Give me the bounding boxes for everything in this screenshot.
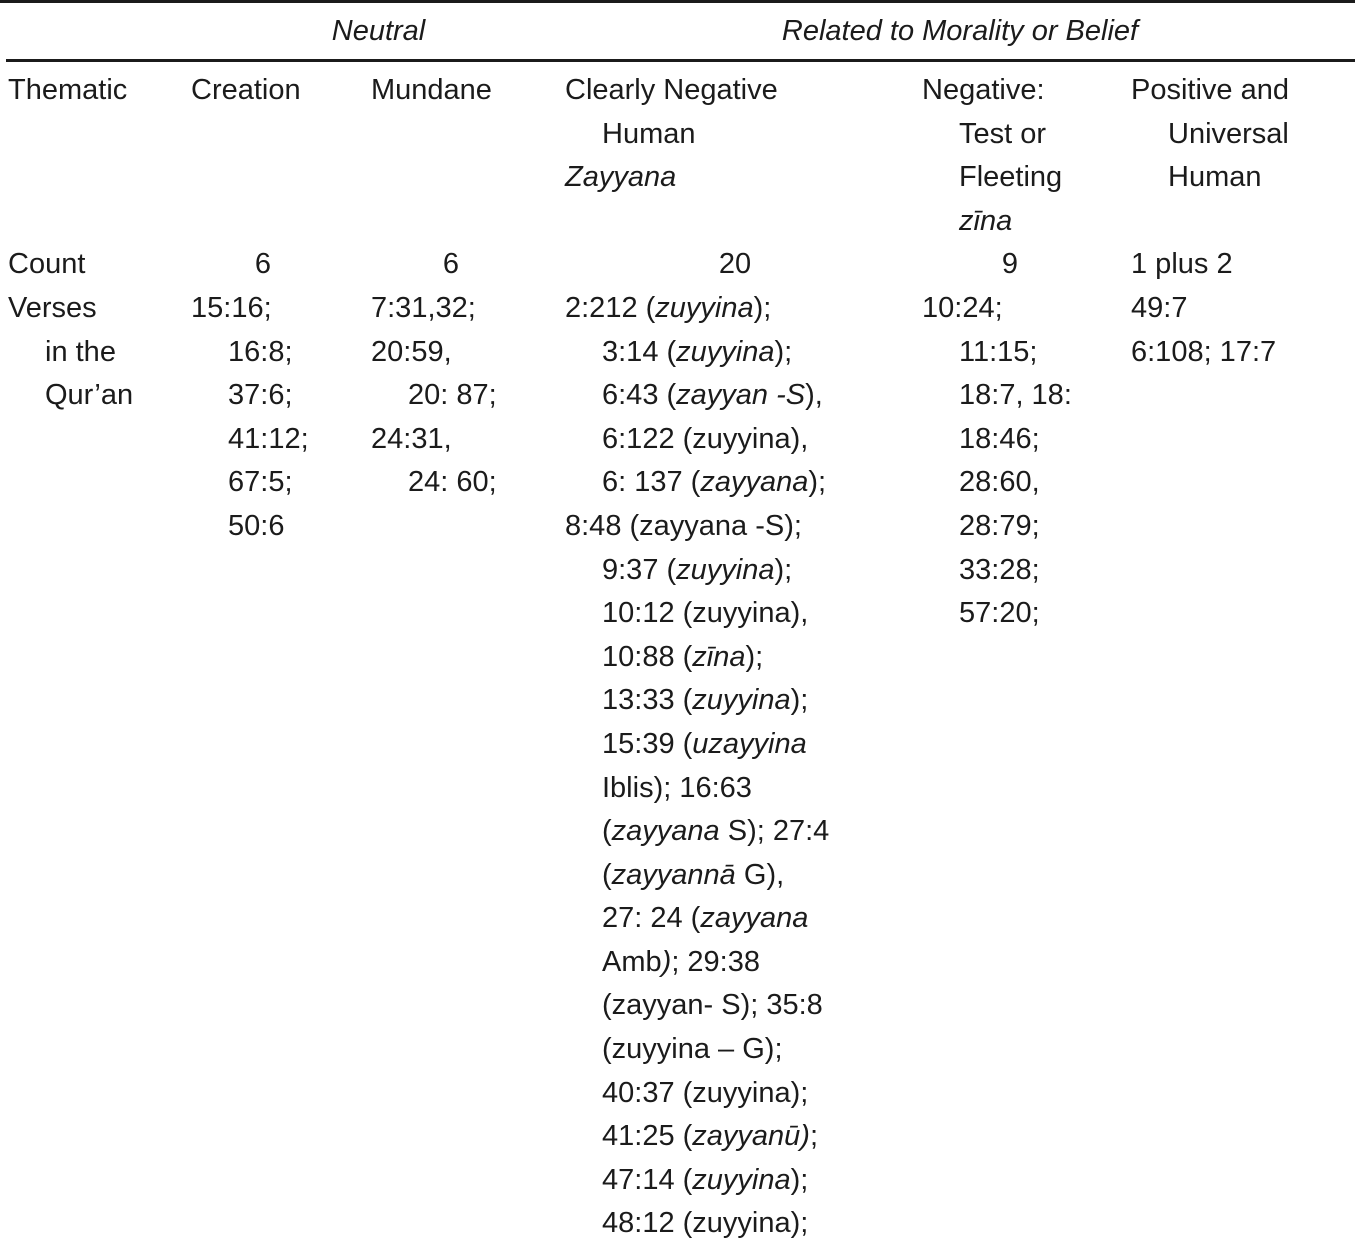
verses-cell-creation [191,287,335,549]
text-segment: 6: 137 ( [602,466,701,499]
count-cell-creation: 6 [254,248,272,281]
text-segment: Amb [602,945,662,978]
verse-line [565,549,905,593]
verse-line [922,331,1098,375]
verse-line [191,505,335,549]
text-segment: Human [602,117,696,150]
text-segment: 20: 87; [408,379,497,412]
text-segment: 15:39 ( [602,727,693,760]
count-cell-positive-universal: 1 plus 2 [1131,248,1233,281]
italic-term: Zayyana [565,161,677,194]
text-segment: ); [774,553,793,586]
text-segment: 10:12 (zuyyina), [602,597,809,630]
text-segment: G), [735,858,785,891]
count-cell-negative-test: 9 [1001,248,1019,281]
verse-line [8,374,178,418]
text-segment: (zayyan- S); 35:8 [602,989,823,1022]
text-segment: ); [790,1163,809,1196]
text-segment: Verses [8,291,97,324]
text-segment: 9:37 ( [602,553,677,586]
text-segment: ), [805,379,823,412]
header-line [371,69,531,113]
verse-line [1131,287,1355,331]
verse-line [191,287,335,331]
verse-line [565,1115,905,1159]
verse-line [565,767,905,811]
text-segment: 24:31, [371,422,452,455]
text-segment: 24: 60; [408,466,497,499]
text-segment: ; [809,1120,819,1153]
header-line [922,113,1098,157]
text-segment: Mundane [371,74,492,106]
italic-term: zīna [692,640,746,673]
text-segment: Qur’an [45,379,134,412]
verse-line [8,331,178,375]
column-negative-test [922,69,1098,636]
column-thematic [8,69,178,418]
verse-line [565,331,905,375]
count-cell-clearly-negative: 20 [718,248,752,281]
text-segment: (zuyyina – G); [602,1033,783,1066]
verse-line [565,723,905,767]
text-segment: 2:212 ( [565,291,656,324]
text-segment: 28:60, [959,466,1040,499]
text-segment: Negative: [922,74,1045,106]
text-segment: 20:59, [371,335,452,368]
italic-term: ) [661,945,672,978]
verse-line [922,374,1098,418]
header-line [565,156,905,200]
italic-term: zayyan -S [676,379,806,412]
column-mundane [371,69,531,505]
header-line [565,113,905,157]
text-segment: 49:7 [1131,291,1188,324]
verse-line [1131,331,1355,375]
header-line [565,69,905,113]
verse-line [565,679,905,723]
text-segment: in the [45,335,116,368]
text-segment: ( [602,858,612,891]
header-line [1131,113,1355,157]
italic-term: zuyyina [655,291,754,324]
text-segment: 50:6 [228,509,285,542]
header-line [191,69,335,113]
count-cell-thematic: Count [8,248,86,281]
text-segment: 8:48 (zayyana -S); [565,509,802,542]
verse-line [191,374,335,418]
column-header-negative-test [922,69,1098,243]
italic-term: zuyyina [676,553,775,586]
verse-line [565,1028,905,1072]
text-segment: ); [745,640,764,673]
text-segment: Test or [959,117,1047,150]
verses-cell-thematic [8,287,178,418]
verses-cell-positive-universal [1131,287,1355,374]
verse-line [565,374,905,418]
verse-line [565,941,905,985]
italic-term: zīna [959,204,1013,237]
header-line [1131,69,1355,113]
italic-term: zayyanū) [692,1120,810,1153]
column-header-creation [191,69,335,243]
group-header-morality: Related to Morality or Belief [781,15,1139,47]
verse-line [565,592,905,636]
table-top-rule [0,0,1355,3]
column-creation [191,69,335,549]
text-segment: 10:88 ( [602,640,693,673]
verse-line [565,1202,905,1246]
italic-term: zayyana [611,815,720,848]
italic-term: zuyyina [676,335,775,368]
verses-cell-negative-test [922,287,1098,636]
italic-term: zayyana [700,902,809,935]
text-segment: ( [602,815,612,848]
verse-line [191,331,335,375]
column-header-mundane [371,69,531,243]
verse-line [922,549,1098,593]
verse-line [922,505,1098,549]
text-segment: 16:8; [228,335,293,368]
verses-cell-mundane [371,287,531,505]
verse-line [565,1072,905,1116]
text-segment: 48:12 (zuyyina); [602,1207,809,1240]
italic-term: zuyyina [692,684,791,717]
text-segment: Iblis); 16:63 [602,771,752,804]
column-clearly-negative [565,69,905,1246]
text-segment: ); [808,466,827,499]
text-segment: S); 27:4 [719,815,830,848]
verse-line [565,287,905,331]
verse-line [922,461,1098,505]
text-segment: 15:16; [191,291,272,324]
text-segment: 18:7, 18: [959,379,1072,412]
text-segment: 47:14 ( [602,1163,693,1196]
verse-line [922,418,1098,462]
text-segment: 28:79; [959,509,1040,542]
verse-line [922,287,1098,331]
text-segment: 13:33 ( [602,684,693,717]
text-segment: ); [753,291,772,324]
verse-line [565,636,905,680]
text-segment: 3:14 ( [602,335,677,368]
header-line [922,200,1098,244]
group-header-rule [6,59,1355,62]
header-line [922,156,1098,200]
text-segment: 6:108; 17:7 [1131,335,1277,368]
column-header-clearly-negative [565,69,905,243]
text-segment: 11:15; [959,335,1038,368]
text-segment: 6:43 ( [602,379,677,412]
text-segment: 18:46; [959,422,1040,455]
italic-term: zuyyina [692,1163,791,1196]
text-segment: 57:20; [959,597,1040,630]
text-segment: 40:37 (zuyyina); [602,1076,809,1109]
verse-line [922,592,1098,636]
verse-line [565,854,905,898]
verse-line [565,418,905,462]
text-segment: 10:24; [922,291,1003,324]
italic-term: uzayyina [692,727,807,760]
text-segment: 27: 24 ( [602,902,701,935]
text-segment: 6:122 (zuyyina), [602,422,809,455]
verses-cell-clearly-negative [565,287,905,1246]
text-segment: 67:5; [228,466,293,499]
text-segment: 37:6; [228,379,293,412]
text-segment: Fleeting [959,161,1063,194]
column-positive-universal [1131,69,1355,374]
header-line [8,69,178,113]
text-segment: Human [1168,161,1262,194]
verse-line [371,461,531,505]
text-segment: ; 29:38 [671,945,760,978]
italic-term: zayyana [700,466,809,499]
text-segment: 41:25 ( [602,1120,693,1153]
verse-line [191,418,335,462]
text-segment: Positive and [1131,74,1289,106]
text-segment: ); [774,335,793,368]
verse-line [371,374,531,418]
text-segment: 7:31,32; [371,291,476,324]
text-segment: ); [790,684,809,717]
text-segment: Universal [1168,117,1289,150]
verse-line [565,1159,905,1203]
header-line [922,69,1098,113]
verse-line [8,287,178,331]
verse-line [565,505,905,549]
verse-line [371,287,531,331]
column-header-positive-universal [1131,69,1355,243]
text-segment: 41:12; [228,422,309,455]
text-segment: Creation [191,74,301,106]
text-segment: 33:28; [959,553,1040,586]
text-segment: Clearly Negative [565,74,778,106]
verse-line [565,810,905,854]
verse-line [191,461,335,505]
text-segment: Thematic [8,74,128,106]
verse-line [565,461,905,505]
verse-line [371,331,531,375]
group-header-neutral: Neutral [331,15,426,47]
header-line [1131,156,1355,200]
column-header-thematic [8,69,178,243]
verse-line [371,418,531,462]
count-cell-mundane: 6 [442,248,460,281]
italic-term: zayyannā [611,858,736,891]
verse-line [565,897,905,941]
verse-line [565,984,905,1028]
